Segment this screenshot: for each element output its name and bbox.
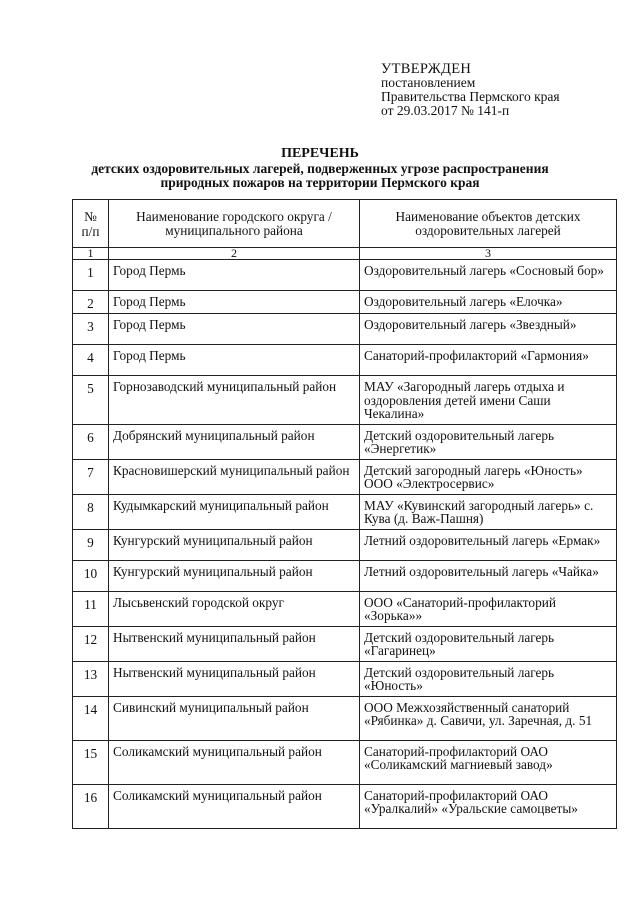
- row-object: Детский загородный лагерь «Юность» ООО «Электросервис»: [360, 459, 617, 494]
- row-region: Кудымкарский муниципальный район: [109, 494, 360, 529]
- table-row: [73, 314, 617, 345]
- row-region: Сивинский муниципальный район: [109, 696, 360, 740]
- row-region: Лысьвенский городской округ: [109, 591, 360, 626]
- document-subtitle-line-1: детских оздоровительных лагерей, подверженных угрозе распространения: [91, 161, 549, 176]
- table-row: [73, 560, 617, 591]
- row-region: Добрянский муниципальный район: [109, 424, 360, 459]
- row-number: 15: [73, 740, 109, 784]
- table-row: [73, 591, 617, 626]
- row-object: Санаторий-профилакторий ОАО «Соликамский магниевый завод»: [360, 740, 617, 784]
- row-object: ООО Межхозяйственный санаторий «Рябинка» д. Савичи, ул. Заречная, д. 51: [360, 696, 617, 740]
- row-number: 14: [73, 696, 109, 740]
- row-object: Летний оздоровительный лагерь «Чайка»: [360, 560, 617, 591]
- column-number: 1: [73, 248, 109, 260]
- table-row: [73, 424, 617, 459]
- row-region: Соликамский муниципальный район: [109, 784, 360, 828]
- row-object: Летний оздоровительный лагерь «Ермак»: [360, 529, 617, 560]
- row-object: Детский оздоровительный лагерь «Гагаринец»: [360, 626, 617, 661]
- row-number: 12: [73, 626, 109, 661]
- row-number: 5: [73, 376, 109, 425]
- row-number: 3: [73, 314, 109, 345]
- row-region: Соликамский муниципальный район: [109, 740, 360, 784]
- table-row: [73, 696, 617, 740]
- row-region: Нытвенский муниципальный район: [109, 626, 360, 661]
- table-row: [73, 661, 617, 696]
- table-row: [73, 260, 617, 291]
- row-number: 8: [73, 494, 109, 529]
- approval-line-2: постановлением: [381, 75, 476, 90]
- row-region: Город Пермь: [109, 314, 360, 345]
- row-object: Оздоровительный лагерь «Елочка»: [360, 291, 617, 314]
- document-title: ПЕРЕЧЕНЬ: [281, 146, 359, 161]
- header-number: [73, 200, 109, 248]
- header-object: Наименование объектов детских оздоровительных лагерей: [360, 200, 617, 248]
- row-region: Горнозаводский муниципальный район: [109, 376, 360, 425]
- table-body: [73, 260, 617, 829]
- row-region: Кунгурский муниципальный район: [109, 560, 360, 591]
- approval-title: УТВЕРЖДЕН: [381, 61, 472, 77]
- row-region: Город Пермь: [109, 291, 360, 314]
- camps-table: [72, 199, 617, 829]
- row-number: 16: [73, 784, 109, 828]
- table-header-row: [73, 200, 617, 248]
- row-number: 10: [73, 560, 109, 591]
- table-row: [73, 529, 617, 560]
- row-number: 9: [73, 529, 109, 560]
- row-object: Оздоровительный лагерь «Сосновый бор»: [360, 260, 617, 291]
- row-object: Детский оздоровительный лагерь «Юность»: [360, 661, 617, 696]
- column-number: 2: [109, 248, 360, 260]
- table-row: [73, 626, 617, 661]
- table-row: [73, 740, 617, 784]
- row-object: Оздоровительный лагерь «Звездный»: [360, 314, 617, 345]
- table-row: [73, 345, 617, 376]
- column-number-row: [73, 248, 617, 260]
- approval-line-3: Правительства Пермского края: [381, 89, 560, 104]
- row-number: 11: [73, 591, 109, 626]
- row-object: Санаторий-профилакторий «Гармония»: [360, 345, 617, 376]
- header-region: Наименование городского округа / муниципального района: [109, 200, 360, 248]
- row-object: МАУ «Кувинский загородный лагерь» с. Кува (д. Важ-Пашня): [360, 494, 617, 529]
- row-region: Город Пермь: [109, 260, 360, 291]
- table-row: [73, 494, 617, 529]
- approval-date: от 29.03.2017 № 141-п: [381, 103, 510, 118]
- row-region: Нытвенский муниципальный район: [109, 661, 360, 696]
- document-subtitle: [0, 162, 640, 190]
- column-number: 3: [360, 248, 617, 260]
- row-object: Детский оздоровительный лагерь «Энергетик»: [360, 424, 617, 459]
- row-object: Санаторий-профилакторий ОАО «Уралкалий» «Уральские самоцветы»: [360, 784, 617, 828]
- row-number: 6: [73, 424, 109, 459]
- approval-stamp: [381, 62, 560, 118]
- header-number-line-1: №: [84, 208, 97, 224]
- row-number: 4: [73, 345, 109, 376]
- table-row: [73, 291, 617, 314]
- row-object: МАУ «Загородный лагерь отдыха и оздоровления детей имени Саши Чекалина»: [360, 376, 617, 425]
- row-number: 1: [73, 260, 109, 291]
- table-row: [73, 459, 617, 494]
- table-row: [73, 784, 617, 828]
- row-object: ООО «Санаторий-профилакторий «Зорька»»: [360, 591, 617, 626]
- row-region: Красновишерский муниципальный район: [109, 459, 360, 494]
- row-number: 7: [73, 459, 109, 494]
- header-number-line-2: п/п: [81, 223, 100, 239]
- row-region: Кунгурский муниципальный район: [109, 529, 360, 560]
- document-subtitle-line-2: природных пожаров на территории Пермского края: [160, 175, 480, 190]
- table-row: [73, 376, 617, 425]
- row-number: 2: [73, 291, 109, 314]
- row-region: Город Пермь: [109, 345, 360, 376]
- row-number: 13: [73, 661, 109, 696]
